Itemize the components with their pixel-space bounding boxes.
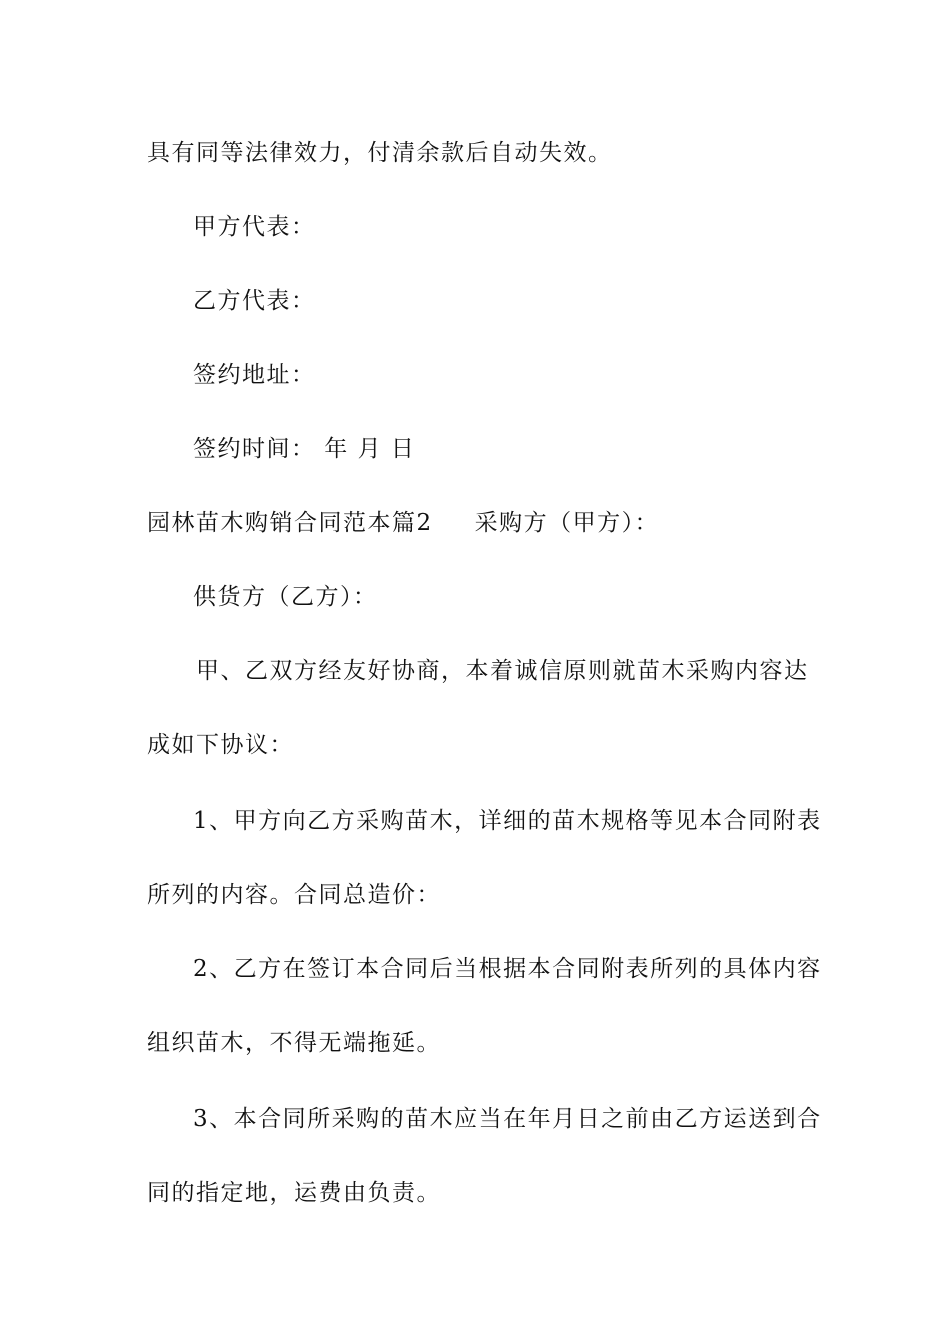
purchaser-label: 采购方（甲方）： (474, 510, 660, 536)
section-title: 园林苗木购销合同范本篇2 (147, 510, 433, 536)
party-a-representative: 甲方代表： (193, 214, 316, 240)
signing-address: 签约地址： (193, 362, 316, 388)
section-heading-row (147, 508, 827, 538)
clause-1: 1、甲方向乙方采购苗木，详细的苗木规格等见本合同附表 (193, 808, 822, 834)
text-line: 具有同等法律效力，付清余款后自动失效。 (147, 140, 613, 166)
text-line: 同的指定地，运费由负责。 (147, 1180, 441, 1206)
signing-date: 签约时间： 年 月 日 (193, 436, 416, 462)
text-line: 成如下协议： (147, 732, 294, 758)
text-line: 所列的内容。合同总造价： (147, 882, 441, 908)
party-b-representative: 乙方代表： (193, 288, 316, 314)
supplier-label: 供货方（乙方）： (193, 584, 378, 610)
clause-2: 2、乙方在签订本合同后当根据本合同附表所列的具体内容 (193, 956, 822, 982)
clause-3: 3、本合同所采购的苗木应当在年月日之前由乙方运送到合 (193, 1106, 822, 1132)
text-line: 组织苗木，不得无端拖延。 (147, 1030, 441, 1056)
text-line: 甲、乙双方经友好协商，本着诚信原则就苗木采购内容达 (196, 658, 809, 684)
